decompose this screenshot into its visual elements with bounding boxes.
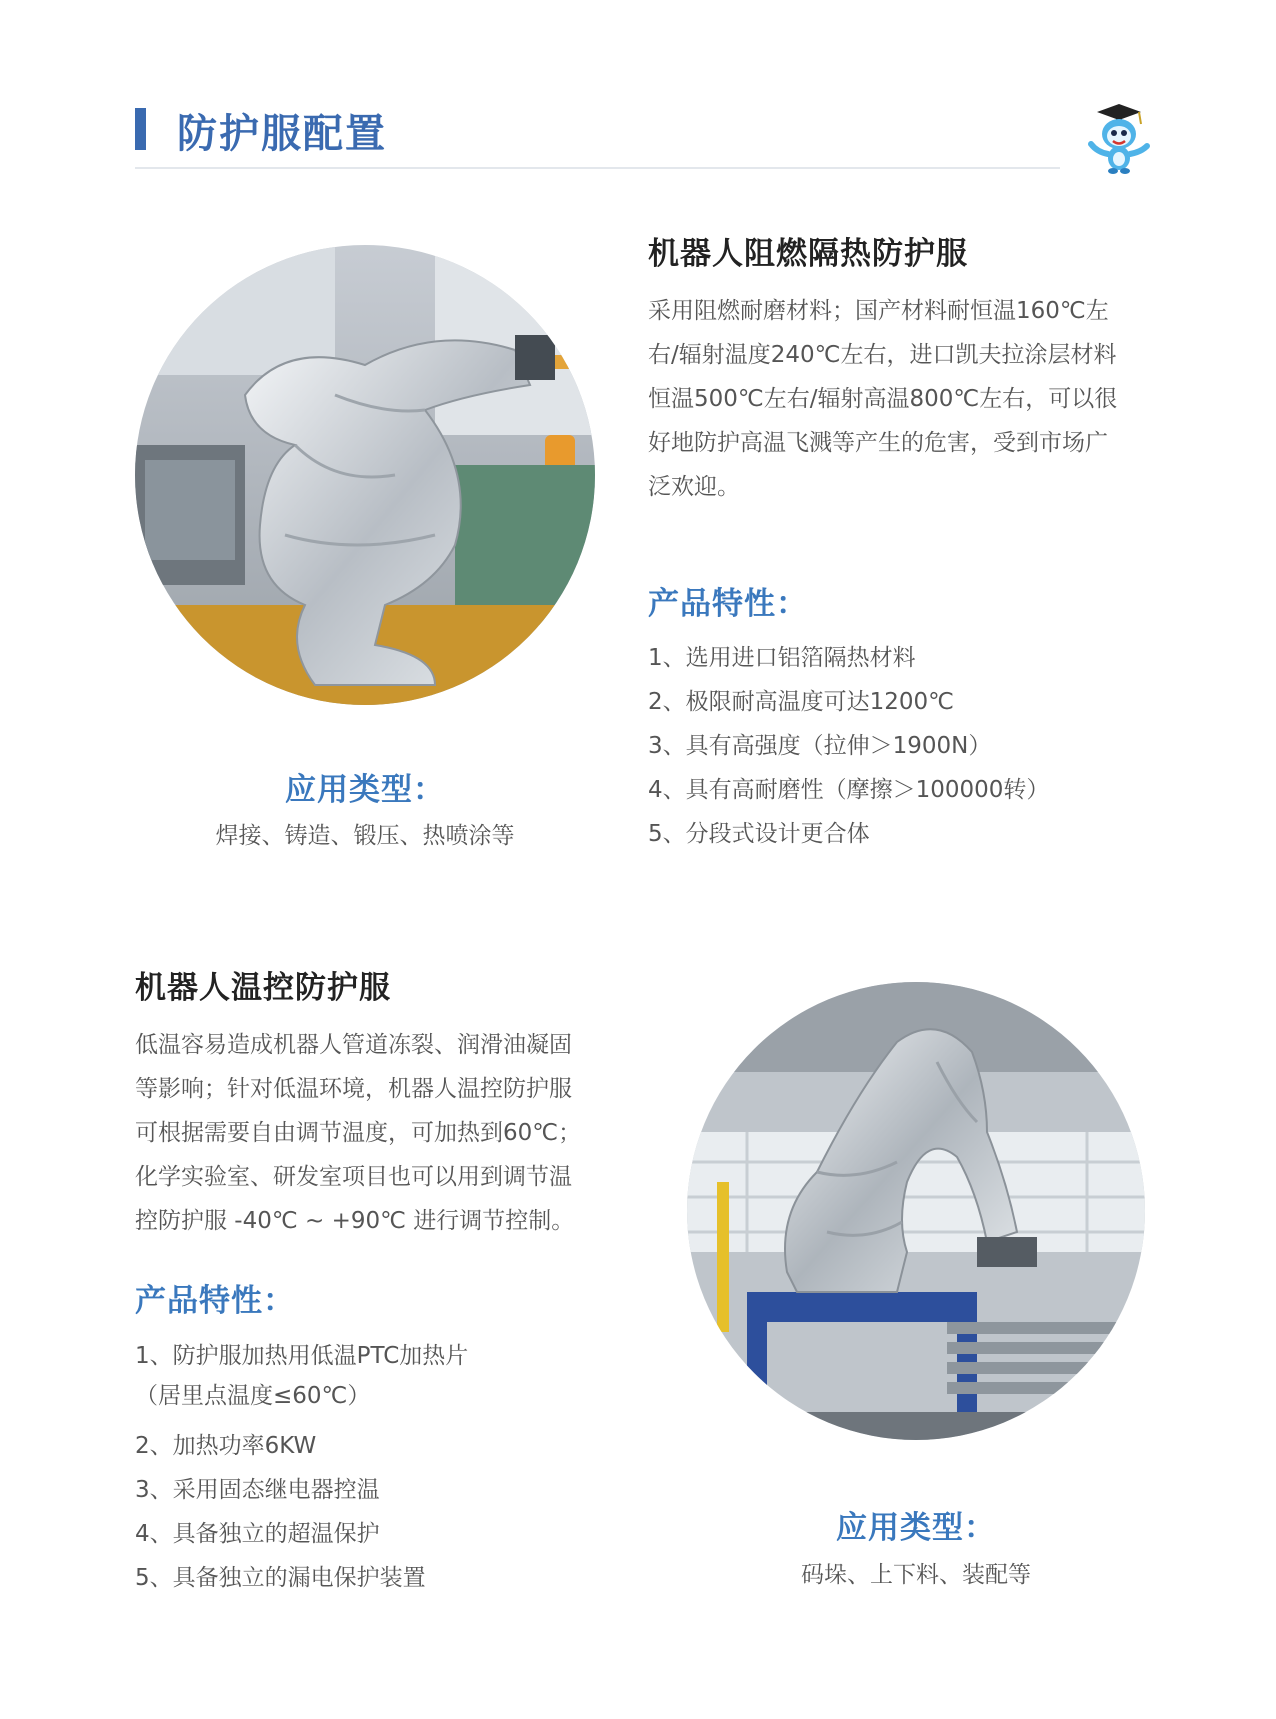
section-description-2 bbox=[135, 1023, 581, 1243]
feature-item: 2、加热功率6KW bbox=[135, 1433, 317, 1459]
feature-item: 4、具有高耐磨性（摩擦＞100000转） bbox=[648, 777, 1050, 803]
application-title-2: 应用类型： bbox=[836, 1510, 996, 1546]
flame-retardant-suit-photo bbox=[135, 245, 595, 705]
header-divider bbox=[135, 167, 1060, 169]
section-title-2: 机器人温控防护服 bbox=[135, 970, 391, 1006]
page-title: 防护服配置 bbox=[177, 111, 387, 157]
description-line: 控防护服 -40℃ ~ +90℃ 进行调节控制。 bbox=[135, 1208, 575, 1234]
description-line: 好地防护高温飞溅等产生的危害，受到市场广 bbox=[648, 430, 1108, 456]
features-title-1: 产品特性： bbox=[648, 586, 808, 622]
feature-item: 3、采用固态继电器控温 bbox=[135, 1477, 380, 1503]
description-line: 等影响；针对低温环境，机器人温控防护服 bbox=[135, 1076, 572, 1102]
section-description-1 bbox=[648, 289, 1117, 509]
header-accent-bar bbox=[135, 108, 146, 150]
feature-item: 1、防护服加热用低温PTC加热片 bbox=[135, 1343, 469, 1369]
application-title-1: 应用类型： bbox=[285, 772, 445, 808]
description-line: 可根据需要自由调节温度，可加热到60℃； bbox=[135, 1120, 582, 1146]
temperature-control-suit-photo bbox=[687, 982, 1145, 1440]
description-line: 泛欢迎。 bbox=[648, 474, 740, 500]
page-header bbox=[135, 100, 1060, 170]
description-line: 右/辐射温度240℃左右，进口凯夫拉涂层材料 bbox=[648, 342, 1117, 368]
feature-item-continuation: （居里点温度≤60℃） bbox=[135, 1383, 371, 1409]
feature-item: 4、具备独立的超温保护 bbox=[135, 1521, 380, 1547]
feature-item: 5、具备独立的漏电保护装置 bbox=[135, 1565, 426, 1591]
features-list-2 bbox=[135, 1336, 468, 1600]
feature-item: 3、具有高强度（拉伸＞1900N） bbox=[648, 733, 992, 759]
description-line: 低温容易造成机器人管道冻裂、润滑油凝固 bbox=[135, 1032, 572, 1058]
application-text-2: 码垛、上下料、装配等 bbox=[801, 1562, 1031, 1588]
feature-item: 2、极限耐高温度可达1200℃ bbox=[648, 689, 954, 715]
description-line: 采用阻燃耐磨材料；国产材料耐恒温160℃左 bbox=[648, 298, 1109, 324]
application-text-1: 焊接、铸造、锻压、热喷涂等 bbox=[215, 823, 515, 849]
features-list-1 bbox=[648, 636, 1049, 856]
section-title-1: 机器人阻燃隔热防护服 bbox=[648, 236, 968, 272]
feature-item: 5、分段式设计更合体 bbox=[648, 821, 870, 847]
robot-mascot-icon bbox=[1085, 102, 1151, 174]
features-title-2: 产品特性： bbox=[135, 1283, 295, 1319]
description-line: 恒温500℃左右/辐射高温800℃左右，可以很 bbox=[648, 386, 1118, 412]
feature-item: 1、选用进口铝箔隔热材料 bbox=[648, 645, 916, 671]
description-line: 化学实验室、研发室项目也可以用到调节温 bbox=[135, 1164, 572, 1190]
